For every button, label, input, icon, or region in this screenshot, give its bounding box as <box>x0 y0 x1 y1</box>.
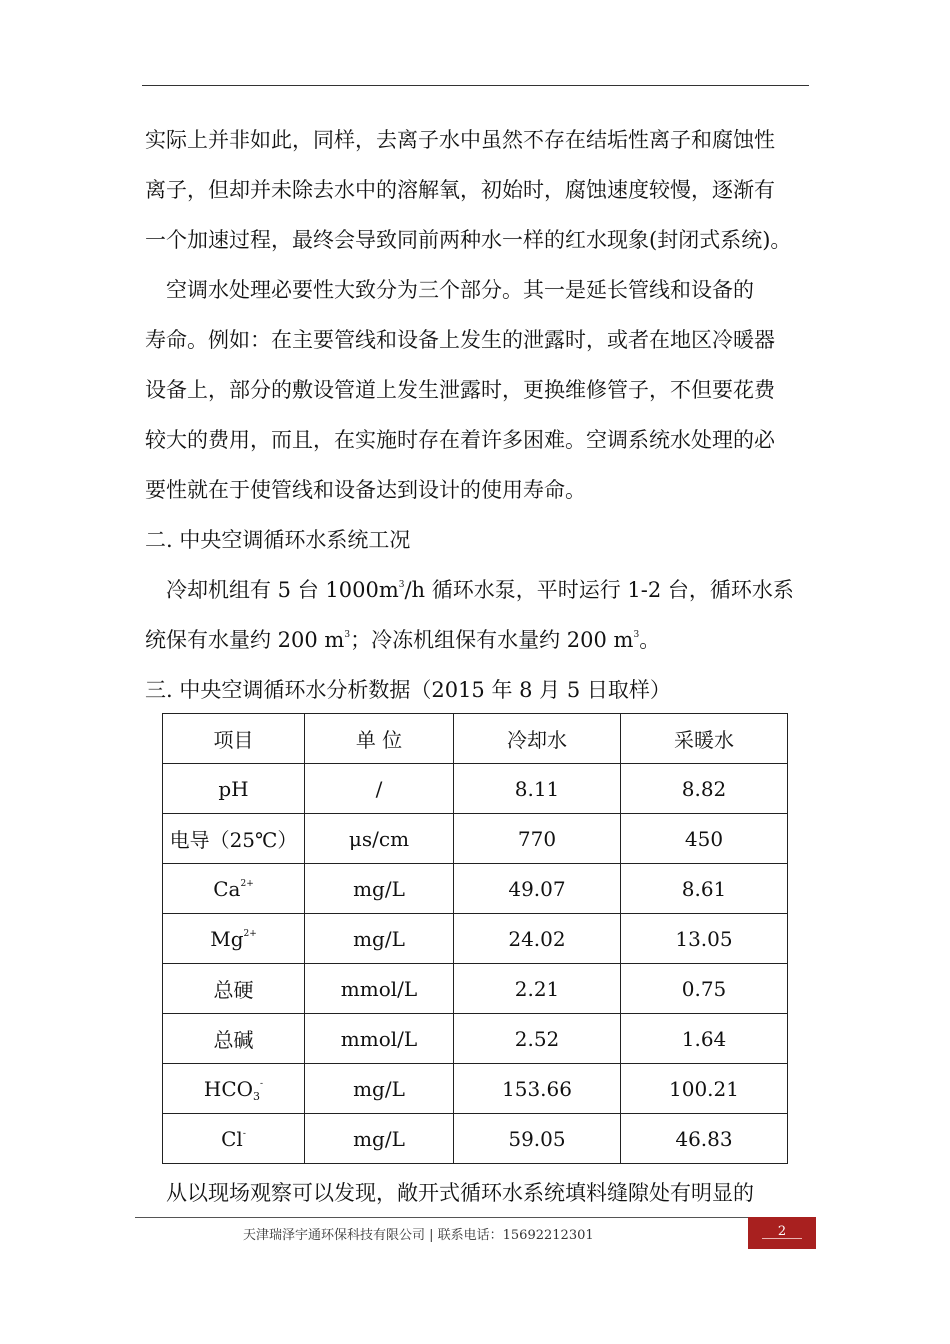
cell-text: 总碱 <box>213 1028 254 1052</box>
cell-text: mg/L <box>353 1076 405 1101</box>
water-analysis-table <box>162 713 788 1164</box>
cell-text: 1.64 <box>681 1026 727 1051</box>
cooling-water-cell <box>454 1064 621 1114</box>
table-row <box>163 814 788 864</box>
cell-text: 8.82 <box>681 776 727 801</box>
cell-text: Mg <box>210 926 244 951</box>
item-cell <box>163 1064 305 1114</box>
cell-text: mg/L <box>353 1126 405 1151</box>
superscript: - <box>260 1078 264 1089</box>
table-row <box>163 1114 788 1164</box>
header-cell: 冷却水 <box>454 714 621 764</box>
text-line: 一个加速过程，最终会导致同前两种水一样的红水现象(封闭式系统)。 <box>145 228 792 252</box>
cooling-water-cell <box>454 814 621 864</box>
cell-text: 49.07 <box>508 876 566 901</box>
cell-text: HCO <box>203 1076 254 1101</box>
cell-text: 100.21 <box>669 1076 739 1101</box>
heating-water-cell <box>621 764 788 814</box>
item-cell <box>163 964 305 1014</box>
item-cell <box>163 914 305 964</box>
paragraph-necessity <box>145 265 809 515</box>
text-line: 寿命。例如：在主要管线和设备上发生的泄露时，或者在地区冷暖器 <box>145 328 775 352</box>
unit-cell <box>305 914 454 964</box>
table-row <box>163 914 788 964</box>
unit-cell <box>305 1114 454 1164</box>
cooling-water-cell <box>454 964 621 1014</box>
item-cell <box>163 764 305 814</box>
heating-water-cell <box>621 1014 788 1064</box>
item-cell <box>163 1114 305 1164</box>
text-line: 设备上，部分的敷设管道上发生泄露时，更换维修管子，不但要花费 <box>145 378 775 402</box>
cell-text: mmol/L <box>340 976 418 1001</box>
unit-cell <box>305 764 454 814</box>
unit-cell <box>305 1064 454 1114</box>
table-body <box>163 714 788 1164</box>
cooling-water-cell <box>454 914 621 964</box>
superscript: 3 <box>398 580 405 590</box>
paragraph-observation <box>145 1168 809 1218</box>
cell-text: 13.05 <box>675 926 733 951</box>
text-segment: /h 循环水泵，平时运行 1-2 台，循环水系 <box>404 578 794 602</box>
cell-text: 2.21 <box>514 976 560 1001</box>
cell-text: Ca <box>213 876 241 901</box>
cooling-water-cell <box>454 1014 621 1064</box>
item-cell <box>163 1014 305 1064</box>
heating-water-cell <box>621 964 788 1014</box>
text-line: 较大的费用，而且，在实施时存在着许多困难。空调系统水处理的必 <box>145 428 775 452</box>
cooling-water-cell <box>454 764 621 814</box>
text-segment: 。 <box>639 628 661 652</box>
cell-text: 770 <box>517 826 557 851</box>
page-number-underline <box>762 1238 802 1239</box>
text-segment: 统保有水量约 200 m <box>145 628 345 652</box>
unit-cell <box>305 814 454 864</box>
footer-company-contact: 天津瑞泽宇通环保科技有限公司 | 联系电话：15692212301 <box>243 1228 594 1243</box>
cell-text: 59.05 <box>508 1126 566 1151</box>
superscript: 3 <box>344 630 351 640</box>
cell-text: mg/L <box>353 876 405 901</box>
heating-water-cell <box>621 1114 788 1164</box>
header-rule <box>142 85 809 86</box>
page-number: 2 <box>777 1224 787 1239</box>
footer-rule <box>135 1217 748 1218</box>
superscript: 2+ <box>243 928 257 939</box>
cell-text: 0.75 <box>681 976 727 1001</box>
text-line: 实际上并非如此，同样，去离子水中虽然不存在结垢性离子和腐蚀性 <box>145 128 775 152</box>
cell-text: mg/L <box>353 926 405 951</box>
heating-water-cell <box>621 1064 788 1114</box>
unit-cell <box>305 864 454 914</box>
cell-text: / <box>375 776 383 801</box>
cell-text: 电导（25℃） <box>169 828 298 852</box>
text-line: 空调水处理必要性大致分为三个部分。其一是延长管线和设备的 <box>145 278 754 302</box>
table-row <box>163 964 788 1014</box>
table-row <box>163 764 788 814</box>
superscript: 2+ <box>240 878 254 889</box>
table-row <box>163 1064 788 1114</box>
table-header-row <box>163 714 788 764</box>
cell-text: μs/cm <box>348 826 410 851</box>
subscript: 3 <box>253 1089 261 1103</box>
paragraph-deionized-water <box>145 115 809 265</box>
item-cell <box>163 814 305 864</box>
table-row <box>163 864 788 914</box>
heating-water-cell <box>621 814 788 864</box>
header-cell: 项目 <box>163 714 305 764</box>
section-heading-analysis: 三. 中央空调循环水分析数据（2015 年 8 月 5 日取样） <box>145 678 671 702</box>
text-line: 离子，但却并未除去水中的溶解氧，初始时，腐蚀速度较慢，逐渐有 <box>145 178 775 202</box>
text-segment: 冷却机组有 5 台 1000m <box>145 578 399 602</box>
text-segment: ；冷冻机组保有水量约 200 m <box>350 628 634 652</box>
cell-text: 总硬 <box>213 978 254 1002</box>
table-row <box>163 1014 788 1064</box>
unit-cell <box>305 1014 454 1064</box>
text-line: 从以现场观察可以发现，敞开式循环水系统填料缝隙处有明显的 <box>145 1181 754 1205</box>
text-line: 要性就在于使管线和设备达到设计的使用寿命。 <box>145 478 586 502</box>
cell-text: 450 <box>684 826 724 851</box>
cell-text: 2.52 <box>514 1026 560 1051</box>
cell-text: mmol/L <box>340 1026 418 1051</box>
cell-text: 153.66 <box>502 1076 572 1101</box>
cell-text: 24.02 <box>508 926 566 951</box>
cooling-water-cell <box>454 1114 621 1164</box>
unit-cell <box>305 964 454 1014</box>
cell-text: pH <box>218 776 249 801</box>
page-number-badge <box>748 1217 816 1249</box>
section-heading-conditions: 二. 中央空调循环水系统工况 <box>145 528 411 552</box>
item-cell <box>163 864 305 914</box>
heating-water-cell <box>621 914 788 964</box>
cooling-water-cell <box>454 864 621 914</box>
paragraph-system-conditions <box>145 565 809 665</box>
header-cell: 单 位 <box>305 714 454 764</box>
header-cell: 采暖水 <box>621 714 788 764</box>
cell-text: Cl <box>221 1126 243 1151</box>
text-line <box>145 565 809 615</box>
cell-text: 8.11 <box>514 776 560 801</box>
cell-text: 46.83 <box>675 1126 733 1151</box>
superscript: - <box>242 1128 246 1139</box>
cell-text: 8.61 <box>681 876 727 901</box>
heating-water-cell <box>621 864 788 914</box>
superscript: 3 <box>633 630 640 640</box>
text-line <box>145 615 809 665</box>
